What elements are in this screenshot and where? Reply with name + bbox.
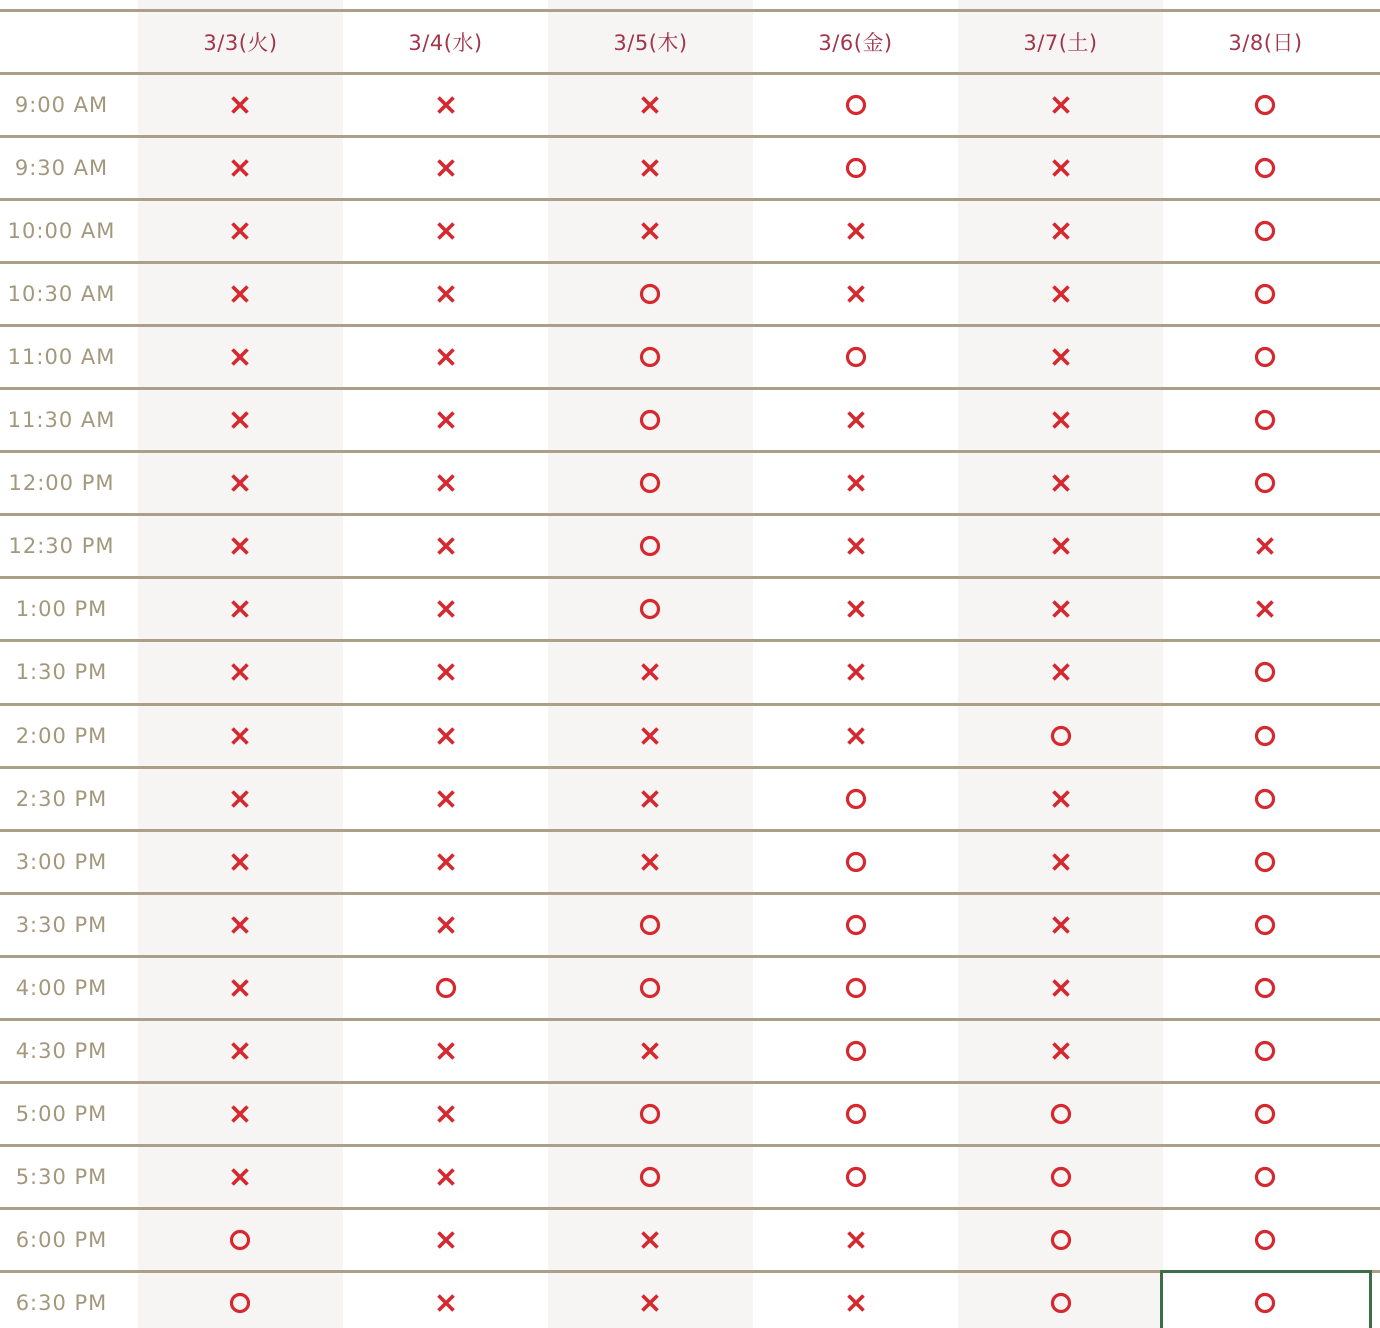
available-slot[interactable]	[1245, 274, 1285, 314]
cross-icon	[638, 1291, 662, 1315]
available-slot[interactable]	[1245, 779, 1285, 819]
unavailable-slot	[1041, 85, 1081, 125]
unavailable-slot	[220, 85, 260, 125]
available-slot[interactable]	[1041, 1283, 1081, 1323]
cross-icon	[228, 534, 252, 558]
circle-icon	[844, 787, 868, 811]
cross-icon	[434, 850, 458, 874]
row-divider	[0, 324, 1380, 327]
cross-icon	[1049, 660, 1073, 684]
unavailable-slot	[426, 589, 466, 629]
time-slot-label: 6:30 PM	[15, 1290, 108, 1315]
unavailable-slot	[836, 463, 876, 503]
time-slot-label: 3:00 PM	[15, 849, 108, 874]
circle-icon	[1253, 1165, 1277, 1189]
time-slot-label: 10:30 AM	[7, 282, 116, 307]
available-slot[interactable]	[630, 905, 670, 945]
cross-icon	[434, 1039, 458, 1063]
unavailable-slot	[836, 589, 876, 629]
row-divider	[0, 387, 1380, 390]
unavailable-slot	[1041, 652, 1081, 692]
unavailable-slot	[426, 148, 466, 188]
cross-icon	[844, 724, 868, 748]
unavailable-slot	[426, 211, 466, 251]
available-slot[interactable]	[1245, 716, 1285, 756]
unavailable-slot	[630, 148, 670, 188]
unavailable-slot	[630, 211, 670, 251]
circle-icon	[1253, 976, 1277, 1000]
cross-icon	[1049, 93, 1073, 117]
circle-icon	[638, 913, 662, 937]
available-slot[interactable]	[1245, 1220, 1285, 1260]
circle-icon	[1253, 787, 1277, 811]
available-slot[interactable]	[836, 905, 876, 945]
unavailable-slot	[426, 652, 466, 692]
unavailable-slot	[220, 211, 260, 251]
time-slot-label: 6:00 PM	[15, 1227, 108, 1252]
unavailable-slot	[1041, 463, 1081, 503]
unavailable-slot	[426, 526, 466, 566]
unavailable-slot	[426, 842, 466, 882]
unavailable-slot	[1245, 526, 1285, 566]
unavailable-slot	[426, 1283, 466, 1323]
unavailable-slot	[426, 463, 466, 503]
unavailable-slot	[220, 589, 260, 629]
time-slot-label: 1:00 PM	[15, 597, 108, 622]
unavailable-slot	[630, 652, 670, 692]
cross-icon	[638, 724, 662, 748]
cross-icon	[434, 597, 458, 621]
available-slot[interactable]	[630, 463, 670, 503]
available-slot[interactable]	[836, 779, 876, 819]
unavailable-slot	[836, 1283, 876, 1323]
unavailable-slot	[630, 1031, 670, 1071]
cross-icon	[844, 597, 868, 621]
date-header: 3/4(水)	[408, 31, 483, 55]
cross-icon	[228, 724, 252, 748]
row-divider	[0, 955, 1380, 958]
available-slot[interactable]	[220, 1283, 260, 1323]
unavailable-slot	[836, 1220, 876, 1260]
cross-icon	[1049, 345, 1073, 369]
row-divider	[0, 766, 1380, 769]
available-slot[interactable]	[1245, 148, 1285, 188]
cross-icon	[228, 219, 252, 243]
available-slot[interactable]	[1041, 716, 1081, 756]
cross-icon	[434, 724, 458, 748]
date-header: 3/8(日)	[1228, 31, 1303, 55]
cross-icon	[434, 408, 458, 432]
circle-icon	[638, 597, 662, 621]
circle-icon	[638, 408, 662, 432]
unavailable-slot	[1041, 968, 1081, 1008]
cross-icon	[434, 93, 458, 117]
row-divider	[0, 261, 1380, 264]
cross-icon	[1049, 156, 1073, 180]
circle-icon	[434, 976, 458, 1000]
unavailable-slot	[220, 905, 260, 945]
date-header: 3/6(金)	[818, 31, 893, 55]
available-slot[interactable]	[1245, 85, 1285, 125]
cross-icon	[228, 282, 252, 306]
circle-icon	[844, 1039, 868, 1063]
row-divider	[0, 576, 1380, 579]
circle-icon	[1253, 156, 1277, 180]
unavailable-slot	[1041, 905, 1081, 945]
available-slot[interactable]	[630, 589, 670, 629]
unavailable-slot	[426, 1157, 466, 1197]
cross-icon	[844, 219, 868, 243]
available-slot[interactable]	[1245, 842, 1285, 882]
circle-icon	[1049, 1228, 1073, 1252]
cross-icon	[844, 534, 868, 558]
available-slot[interactable]	[1245, 652, 1285, 692]
cross-icon	[844, 408, 868, 432]
date-header: 3/3(火)	[203, 31, 278, 55]
row-divider	[0, 1270, 1380, 1273]
time-slot-label: 1:30 PM	[15, 660, 108, 685]
cross-icon	[844, 282, 868, 306]
cross-icon	[434, 534, 458, 558]
cross-icon	[228, 913, 252, 937]
unavailable-slot	[630, 779, 670, 819]
circle-icon	[844, 1165, 868, 1189]
cross-icon	[1049, 850, 1073, 874]
date-header: 3/7(土)	[1023, 31, 1098, 55]
cross-icon	[844, 1228, 868, 1252]
unavailable-slot	[220, 652, 260, 692]
cross-icon	[1049, 282, 1073, 306]
circle-icon	[1253, 1291, 1277, 1315]
circle-icon	[638, 471, 662, 495]
row-divider	[0, 135, 1380, 138]
circle-icon	[1049, 724, 1073, 748]
cross-icon	[1049, 534, 1073, 558]
cross-icon	[228, 471, 252, 495]
unavailable-slot	[1041, 589, 1081, 629]
available-slot[interactable]	[836, 85, 876, 125]
available-slot[interactable]	[630, 968, 670, 1008]
unavailable-slot	[220, 400, 260, 440]
cross-icon	[434, 913, 458, 937]
time-slot-label: 12:00 PM	[8, 471, 115, 496]
cross-icon	[434, 1102, 458, 1126]
available-slot[interactable]	[836, 1031, 876, 1071]
available-slot[interactable]	[1245, 1283, 1285, 1323]
time-slot-label: 11:30 AM	[7, 408, 116, 433]
available-slot[interactable]	[630, 274, 670, 314]
time-slot-label: 2:30 PM	[15, 786, 108, 811]
available-slot[interactable]	[1245, 968, 1285, 1008]
cross-icon	[638, 1039, 662, 1063]
circle-icon	[638, 282, 662, 306]
available-slot[interactable]	[836, 337, 876, 377]
available-slot[interactable]	[836, 148, 876, 188]
cross-icon	[228, 976, 252, 1000]
unavailable-slot	[426, 337, 466, 377]
available-slot[interactable]	[836, 1094, 876, 1134]
unavailable-slot	[630, 1283, 670, 1323]
circle-icon	[1253, 660, 1277, 684]
unavailable-slot	[630, 1220, 670, 1260]
circle-icon	[1049, 1165, 1073, 1189]
circle-icon	[844, 976, 868, 1000]
row-divider	[0, 892, 1380, 895]
circle-icon	[844, 913, 868, 937]
cross-icon	[844, 471, 868, 495]
cross-icon	[1049, 408, 1073, 432]
cross-icon	[434, 345, 458, 369]
cross-icon	[434, 156, 458, 180]
unavailable-slot	[220, 968, 260, 1008]
available-slot[interactable]	[426, 968, 466, 1008]
cross-icon	[1049, 913, 1073, 937]
unavailable-slot	[220, 274, 260, 314]
unavailable-slot	[220, 779, 260, 819]
unavailable-slot	[836, 400, 876, 440]
available-slot[interactable]	[1041, 1094, 1081, 1134]
circle-icon	[638, 345, 662, 369]
time-slot-label: 12:30 PM	[8, 534, 115, 559]
cross-icon	[638, 787, 662, 811]
unavailable-slot	[220, 716, 260, 756]
cross-icon	[1253, 534, 1277, 558]
cross-icon	[1049, 787, 1073, 811]
circle-icon	[844, 850, 868, 874]
cross-icon	[228, 1102, 252, 1126]
available-slot[interactable]	[220, 1220, 260, 1260]
available-slot[interactable]	[1245, 463, 1285, 503]
cross-icon	[638, 850, 662, 874]
unavailable-slot	[1041, 337, 1081, 377]
unavailable-slot	[836, 526, 876, 566]
cross-icon	[434, 1291, 458, 1315]
cross-icon	[228, 597, 252, 621]
unavailable-slot	[1041, 274, 1081, 314]
row-divider	[0, 513, 1380, 516]
cross-icon	[434, 282, 458, 306]
cross-icon	[638, 1228, 662, 1252]
unavailable-slot	[836, 211, 876, 251]
cross-icon	[228, 1039, 252, 1063]
available-slot[interactable]	[630, 526, 670, 566]
circle-icon	[638, 976, 662, 1000]
cross-icon	[1049, 471, 1073, 495]
circle-icon	[1253, 850, 1277, 874]
circle-icon	[228, 1291, 252, 1315]
unavailable-slot	[220, 1094, 260, 1134]
unavailable-slot	[426, 779, 466, 819]
available-slot[interactable]	[1245, 1031, 1285, 1071]
cross-icon	[228, 660, 252, 684]
unavailable-slot	[836, 652, 876, 692]
unavailable-slot	[1041, 148, 1081, 188]
cross-icon	[434, 471, 458, 495]
row-divider	[0, 703, 1380, 706]
row-divider	[0, 639, 1380, 642]
circle-icon	[1253, 1228, 1277, 1252]
circle-icon	[638, 1102, 662, 1126]
circle-icon	[844, 345, 868, 369]
header-divider	[0, 72, 1380, 75]
cross-icon	[228, 408, 252, 432]
circle-icon	[1253, 724, 1277, 748]
unavailable-slot	[1041, 842, 1081, 882]
unavailable-slot	[426, 85, 466, 125]
time-slot-label: 11:00 AM	[7, 345, 116, 370]
cross-icon	[228, 156, 252, 180]
unavailable-slot	[1041, 211, 1081, 251]
time-slot-label: 3:30 PM	[15, 912, 108, 937]
cross-icon	[434, 787, 458, 811]
time-slot-label: 5:30 PM	[15, 1164, 108, 1189]
circle-icon	[638, 1165, 662, 1189]
available-slot[interactable]	[1041, 1220, 1081, 1260]
available-slot[interactable]	[836, 842, 876, 882]
circle-icon	[844, 1102, 868, 1126]
unavailable-slot	[426, 1094, 466, 1134]
unavailable-slot	[1041, 526, 1081, 566]
circle-icon	[844, 93, 868, 117]
unavailable-slot	[426, 716, 466, 756]
time-slot-label: 9:30 AM	[14, 156, 109, 181]
cross-icon	[434, 660, 458, 684]
row-divider	[0, 1207, 1380, 1210]
circle-icon	[1253, 219, 1277, 243]
cross-icon	[844, 660, 868, 684]
available-slot[interactable]	[1245, 400, 1285, 440]
time-slot-label: 5:00 PM	[15, 1101, 108, 1126]
cross-icon	[228, 345, 252, 369]
cross-icon	[228, 787, 252, 811]
available-slot[interactable]	[1245, 1094, 1285, 1134]
circle-icon	[1253, 408, 1277, 432]
unavailable-slot	[630, 716, 670, 756]
unavailable-slot	[1041, 400, 1081, 440]
circle-icon	[844, 156, 868, 180]
unavailable-slot	[426, 274, 466, 314]
unavailable-slot	[426, 905, 466, 945]
time-slot-label: 4:30 PM	[15, 1038, 108, 1063]
cross-icon	[228, 1165, 252, 1189]
cross-icon	[228, 850, 252, 874]
unavailable-slot	[426, 1031, 466, 1071]
cross-icon	[228, 93, 252, 117]
circle-icon	[1253, 1039, 1277, 1063]
cross-icon	[844, 1291, 868, 1315]
row-divider	[0, 198, 1380, 201]
available-slot[interactable]	[836, 1157, 876, 1197]
unavailable-slot	[220, 463, 260, 503]
unavailable-slot	[1041, 1031, 1081, 1071]
circle-icon	[228, 1228, 252, 1252]
cross-icon	[1049, 976, 1073, 1000]
unavailable-slot	[630, 85, 670, 125]
unavailable-slot	[426, 1220, 466, 1260]
cross-icon	[1049, 219, 1073, 243]
circle-icon	[1253, 93, 1277, 117]
circle-icon	[1253, 1102, 1277, 1126]
circle-icon	[1049, 1291, 1073, 1315]
row-divider	[0, 1081, 1380, 1084]
available-slot[interactable]	[1245, 1157, 1285, 1197]
unavailable-slot	[426, 400, 466, 440]
cross-icon	[638, 219, 662, 243]
unavailable-slot	[220, 842, 260, 882]
unavailable-slot	[836, 274, 876, 314]
circle-icon	[1253, 345, 1277, 369]
time-slot-label: 4:00 PM	[15, 975, 108, 1000]
cross-icon	[638, 93, 662, 117]
available-slot[interactable]	[1245, 211, 1285, 251]
available-slot[interactable]	[1245, 337, 1285, 377]
time-slot-label: 10:00 AM	[7, 219, 116, 244]
cross-icon	[638, 660, 662, 684]
circle-icon	[638, 534, 662, 558]
circle-icon	[1253, 471, 1277, 495]
available-slot[interactable]	[1245, 905, 1285, 945]
date-header: 3/5(木)	[613, 31, 688, 55]
circle-icon	[1253, 282, 1277, 306]
cross-icon	[1049, 1039, 1073, 1063]
cross-icon	[434, 1228, 458, 1252]
unavailable-slot	[630, 842, 670, 882]
unavailable-slot	[1245, 589, 1285, 629]
available-slot[interactable]	[836, 968, 876, 1008]
unavailable-slot	[220, 1031, 260, 1071]
row-divider	[0, 829, 1380, 832]
row-divider	[0, 1144, 1380, 1147]
cross-icon	[1049, 597, 1073, 621]
cross-icon	[1253, 597, 1277, 621]
circle-icon	[1049, 1102, 1073, 1126]
available-slot[interactable]	[630, 337, 670, 377]
unavailable-slot	[220, 337, 260, 377]
available-slot[interactable]	[630, 400, 670, 440]
time-slot-label: 9:00 AM	[14, 93, 109, 118]
unavailable-slot	[220, 1157, 260, 1197]
time-slot-label: 2:00 PM	[15, 723, 108, 748]
unavailable-slot	[220, 148, 260, 188]
row-divider	[0, 450, 1380, 453]
available-slot[interactable]	[630, 1157, 670, 1197]
unavailable-slot	[220, 526, 260, 566]
cross-icon	[434, 1165, 458, 1189]
circle-icon	[1253, 913, 1277, 937]
row-divider	[0, 1018, 1380, 1021]
available-slot[interactable]	[630, 1094, 670, 1134]
unavailable-slot	[836, 716, 876, 756]
unavailable-slot	[1041, 779, 1081, 819]
cross-icon	[638, 156, 662, 180]
cross-icon	[434, 219, 458, 243]
available-slot[interactable]	[1041, 1157, 1081, 1197]
